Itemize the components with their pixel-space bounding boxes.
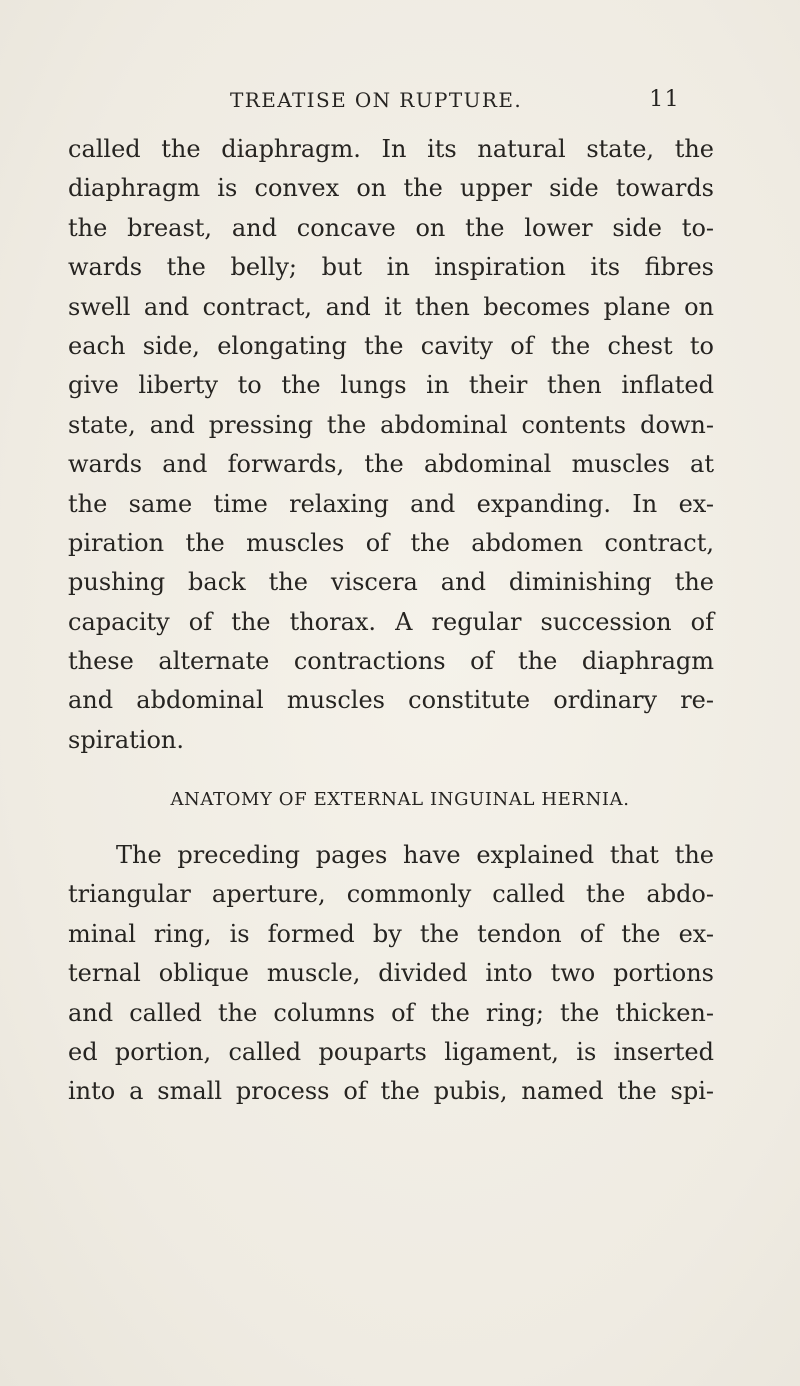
text-line: each side, elongating the cavity of the chest to	[68, 331, 714, 360]
text-line: wards the belly; but in inspiration its fibres	[68, 253, 714, 282]
text-line: and abdominal muscles constitute ordinary re-	[68, 686, 714, 715]
text-line: called the diaphragm. In its natural state, the	[68, 135, 714, 163]
text-line: wards and forwards, the abdominal muscles at	[68, 450, 714, 479]
text-line: and called the columns of the ring; the thicken-	[68, 998, 714, 1027]
text-line: The preceding pages have explained that the	[116, 841, 714, 869]
text-line: into a small process of the pubis, named the spi-	[68, 1077, 714, 1106]
text-line: these alternate contractions of the diaphragm	[68, 647, 714, 676]
text-line: minal ring, is formed by the tendon of the ex-	[68, 919, 714, 948]
page-header	[230, 80, 680, 120]
page-number: 11	[649, 87, 680, 112]
text-line: state, and pressing the abdominal contents down-	[68, 410, 714, 439]
running-title: TREATISE ON RUPTURE.	[230, 88, 523, 112]
text-line: swell and contract, and it then becomes plane on	[68, 292, 714, 321]
text-line: piration the muscles of the abdomen contract,	[68, 528, 714, 557]
text-line: ed portion, called pouparts ligament, is inserted	[68, 1037, 714, 1066]
text-line: pushing back the viscera and diminishing the	[68, 568, 714, 597]
text-line: capacity of the thorax. A regular succession of	[68, 607, 714, 636]
paragraph-hernia	[68, 836, 714, 1112]
text-line: spiration.	[68, 725, 184, 754]
section-heading: ANATOMY OF EXTERNAL INGUINAL HERNIA.	[170, 789, 630, 810]
text-line: the same time relaxing and expanding. In ex-	[68, 489, 714, 518]
text-line: the breast, and concave on the lower side to-	[68, 213, 714, 242]
text-line: diaphragm is convex on the upper side towards	[68, 174, 714, 203]
text-line: ternal oblique muscle, divided into two portions	[68, 959, 714, 988]
text-line: give liberty to the lungs in their then inflated	[68, 371, 714, 400]
text-line: triangular aperture, commonly called the abdo-	[68, 880, 714, 909]
paragraph-respiration	[68, 130, 714, 760]
